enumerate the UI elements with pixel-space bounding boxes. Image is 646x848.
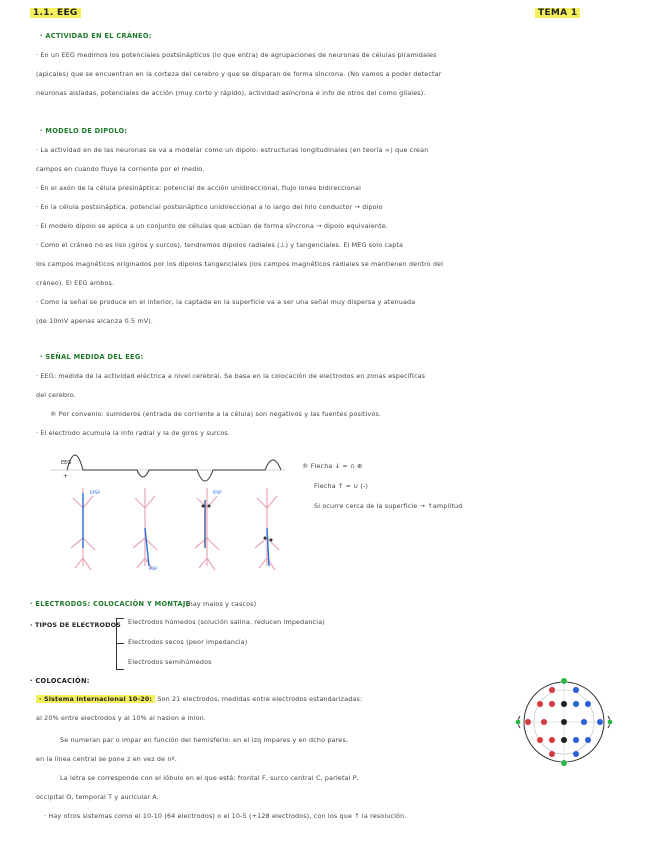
epsp-label: EPSP [90, 490, 100, 495]
heading-note: (hay malos y cascos) [186, 600, 257, 608]
text-line: cráneo). El EEG ambos. [36, 279, 115, 287]
eeg-dipole-illustration [45, 448, 290, 576]
heading-dipolo: · MODELO DE DIPOLO: [40, 127, 128, 135]
eeg-dipole-figure [45, 448, 290, 576]
eeg-label: EEG [61, 460, 72, 466]
text-line: La letra se corresponde con el lóbulo en el que está: frontal F, surco central C, parietal P, [60, 774, 359, 782]
neuron-panel-1 [71, 488, 100, 570]
plus-label: + [63, 473, 69, 480]
heading-colocacion: · COLOCACIÓN: [30, 677, 90, 685]
note-line: Flecha ↑ = ∪ (-) [314, 482, 369, 490]
heading-senal: · SEÑAL MEDIDA DEL EEG: [40, 353, 144, 361]
tema-badge: TEMA 1 [535, 8, 580, 18]
note-line: ® Flecha ↓ = ∩ ⊕ [302, 462, 363, 470]
text-line: en la línea central se pone z en vez de nº. [36, 755, 177, 763]
sistema-label: · Sistema internacional 10-20: [36, 695, 155, 703]
text-line: Se numeran par o impar en función del hemisferio: en el izq impares y en dcho pares, [60, 736, 349, 744]
neuron-panel-3 [195, 488, 222, 570]
head-diagram-svg [514, 676, 614, 768]
text-line: · Como la señal se produce en el interior, la captada en la superficie va a ser una señal muy dispersa y atenuada [36, 298, 416, 306]
text-line: los campos magnéticos originados por los dipolos tangenciales (los campos magnéticos radiales se mantienen dentro del [36, 260, 444, 268]
text-line: · En un EEG medimos los potenciales postsinápticos (lo que entra) de agrupaciones de neuronas de células piramidales [36, 51, 437, 59]
text-line: · Como el cráneo no es liso (giros y surcos), tendremos dipolos radiales (⊥) y tangenciales. El MEG solo capta [36, 241, 404, 249]
neuron-panel-2 [133, 488, 158, 571]
neuron-panel-4 [255, 488, 279, 570]
sistema-line [36, 695, 362, 703]
text-line: · Hay otros sistemas como el 10-10 (64 electrodos) o el 10-5 (+128 electrodos), con los que ↑ la resolución. [44, 812, 407, 820]
text-line: · En la célula postsináptica, potencial postsináptico unidireccional a lo largo del hilo conductor → dipolo [36, 203, 383, 211]
ipsp-label: IPSP [213, 490, 222, 495]
electrode-head-diagram [514, 676, 614, 768]
heading-actividad: · ACTIVIDAD EN EL CRÁNEO: [40, 32, 152, 40]
text-line: campos en cuando fluye la corriente por el medio. [36, 165, 205, 173]
ipsp-label: IPSP [149, 566, 158, 571]
tipos-label: · TIPOS DE ELECTRODOS [30, 621, 121, 629]
electrode-type: Electrodos húmedos (solución salina, reducen impedancia) [128, 618, 325, 626]
text-line: (de 10mV apenas alcanza 0.5 mV). [36, 317, 154, 325]
heading-electrodos: · ELECTRODOS: COLOCACIÓN Y MONTAJE [30, 600, 191, 608]
text-line: · La actividad en de las neuronas se va a modelar como un dipolo: estructuras longitudinales (en teoría ∞) que crean [36, 146, 429, 154]
note-line: Si ocurre cerca de la superficie → ↑amplitud [314, 502, 463, 510]
text-line: · En el axón de la célula presináptica: potencial de acción unidireccional, flujo iones bidireccional [36, 184, 361, 192]
page-title: 1.1. EEG [30, 8, 81, 18]
text-line: occipital O, temporal T y auricular A. [36, 793, 159, 801]
text-line: · El electrodo acumula la info radial y la de giros y surcos. [36, 429, 231, 437]
text-line: ® Por convenio: sumideros (entrada de corriente a la célula) son negativos y las fuentes positivos. [50, 410, 382, 418]
text-line: · El modelo dipolo se aplica a un conjunto de células que actúan de forma síncrona → dipolo equivalente. [36, 222, 388, 230]
text-line: neuronas aisladas, potenciales de acción (muy corto y rápido), actividad asíncrona e info de otros del como glíales). [36, 89, 426, 97]
sistema-text: Son 21 electrodos, medidas entre electrodos estandarizadas: [157, 695, 363, 703]
brace-bracket [116, 618, 127, 670]
electrode-type: Electrodos semihúmedos [128, 658, 212, 666]
text-line: del cerebro. [36, 391, 76, 399]
electrode-type: Electrodos secos (peor impedancia) [128, 638, 248, 646]
text-line: · EEG: medida de la actividad eléctrica a nivel cerebral. Se basa en la colocación de electrodos en zonas específicas [36, 372, 426, 380]
text-line: (apicales) que se encuentran en la corteza del cerebro y que se disparan de forma síncrona. (No vamos a poder detectar [36, 70, 442, 78]
text-line: al 20% entre electrodos y al 10% al nasion e inion. [36, 714, 207, 722]
